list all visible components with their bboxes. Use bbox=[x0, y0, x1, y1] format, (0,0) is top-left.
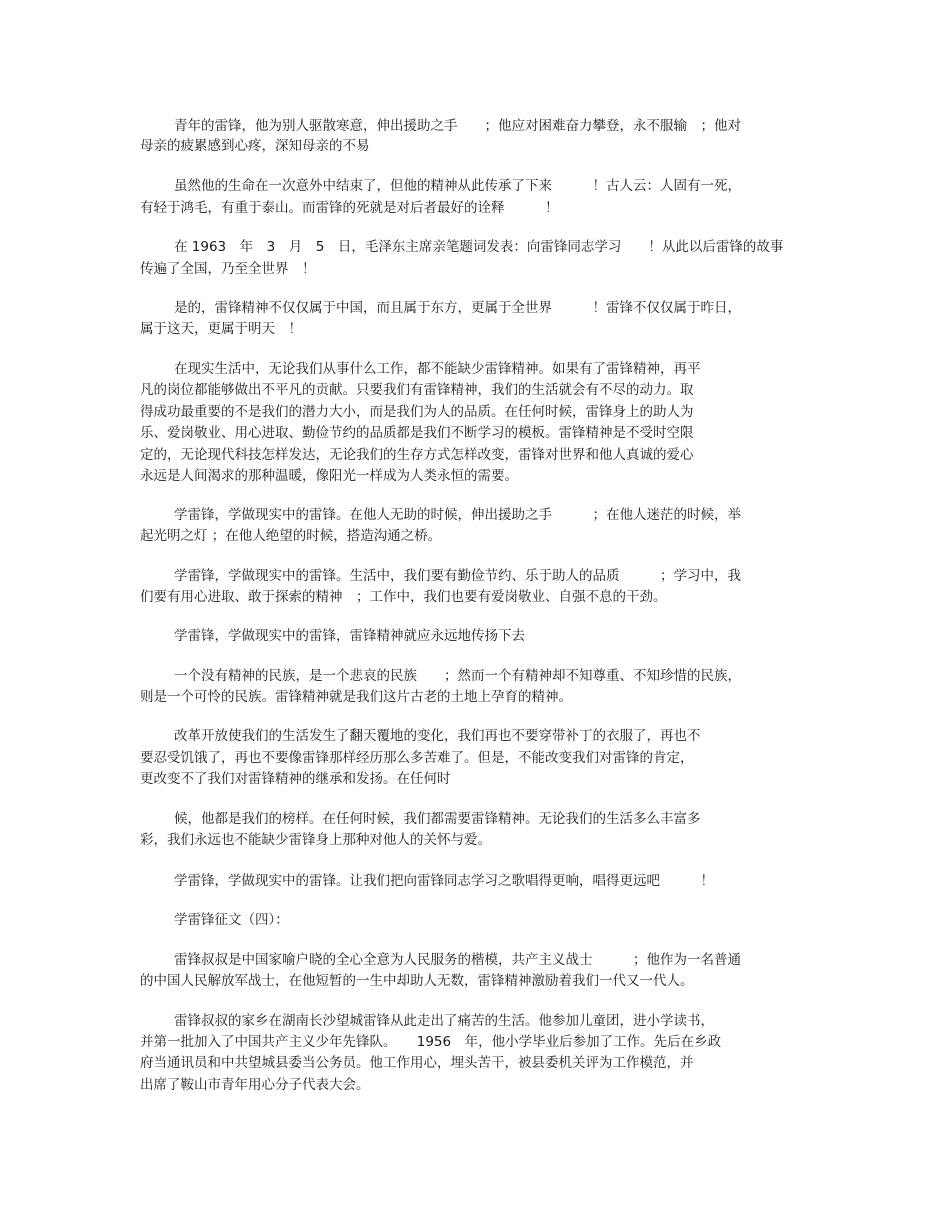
text-line: 青年的雷锋，他为别人驱散寒意，伸出援助之手 ；他应对困难奋力攀登，永不服输 ；他对 bbox=[174, 118, 741, 134]
text-line: 乐、爱岗敬业、用心进取、勤俭节约的品质都是我们不断学习的模板。雷锋精神是不受时空限 bbox=[140, 425, 694, 441]
text-line: 候，他都是我们的榜样。在任何时候，我们都需要雷锋精神。无论我们的生活多么丰富多 bbox=[174, 811, 701, 827]
text-line: 传遍了全国，乃至全世界 ！ bbox=[140, 261, 316, 277]
text-line: 在 1963 年 3 月 5 日，毛泽东主席亲笔题词发表：向雷锋同志学习 ！从此以后雷锋的故事 bbox=[174, 239, 784, 255]
text-line: 一个没有精神的民族，是一个悲哀的民族 ；然而一个有精神却不知尊重、不知珍惜的民族， bbox=[174, 668, 741, 684]
text-line: 属于这天，更属于明天 ！ bbox=[140, 321, 302, 337]
text-line: 改革开放使我们的生活发生了翻天覆地的变化，我们再也不要穿带补丁的衣服了，再也不 bbox=[174, 728, 701, 744]
text-line: 更改变不了我们对雷锋精神的继承和发扬。在任何时 bbox=[140, 771, 451, 787]
text-line: 则是一个可怜的民族。雷锋精神就是我们这片古老的土地上孕育的精神。 bbox=[140, 689, 572, 705]
text-line: 雷锋叔叔的家乡在湖南长沙望城雷锋从此走出了痛苦的生活。他参加儿童团，进小学读书， bbox=[174, 1013, 714, 1029]
text-line: 虽然他的生命在一次意外中结束了，但他的精神从此传承了下来 ！古人云：人固有一死， bbox=[174, 178, 741, 194]
text-line: 彩，我们永远也不能缺少雷锋身上那种对他人的关怀与爱。 bbox=[140, 832, 491, 848]
text-line: 学雷锋，学做现实中的雷锋，雷锋精神就应永远地传扬下去 bbox=[174, 628, 525, 644]
text-line: 永远是人间渴求的那种温暖，像阳光一样成为人类永恒的需要。 bbox=[140, 468, 518, 484]
text-line: 母亲的疲累感到心疼，深知母亲的不易 bbox=[140, 138, 370, 154]
text-line: 学雷锋，学做现实中的雷锋。在他人无助的时候，伸出援助之手 ；在他人迷茫的时候，举 bbox=[174, 507, 741, 523]
text-line: 有轻于鸿毛，有重于泰山。而雷锋的死就是对后者最好的诠释 ！ bbox=[140, 200, 559, 216]
text-line: 的中国人民解放军战士，在他短暂的一生中却助人无数，雷锋精神激励着我们一代又一代人。 bbox=[140, 973, 694, 989]
text-line: 学雷锋，学做现实中的雷锋。让我们把向雷锋同志学习之歌唱得更响，唱得更远吧 ！ bbox=[174, 873, 714, 889]
text-line: 府当通讯员和中共望城县委当公务员。他工作用心，埋头苦干，被县委机关评为工作模范，并 bbox=[140, 1055, 694, 1071]
text-line: 在现实生活中，无论我们从事什么工作，都不能缺少雷锋精神。如果有了雷锋精神，再平 bbox=[174, 361, 701, 377]
text-line: 凡的岗位都能够做出不平凡的贡献。只要我们有雷锋精神，我们的生活就会有不尽的动力。取 bbox=[140, 382, 694, 398]
text-line: 得成功最重要的不是我们的潜力大小，而是我们为人的品质。在任何时候，雷锋身上的助人为 bbox=[140, 404, 694, 420]
section-heading: 学雷锋征文（四）： bbox=[174, 912, 289, 928]
text-line: 学雷锋，学做现实中的雷锋。生活中，我们要有勤俭节约、乐于助人的品质 ；学习中，我 bbox=[174, 568, 741, 584]
text-line: 出席了鞍山市青年用心分子代表大会。 bbox=[140, 1077, 370, 1093]
text-line: 是的，雷锋精神不仅仅属于中国，而且属于东方，更属于全世界 ！雷锋不仅仅属于昨日， bbox=[174, 300, 741, 316]
text-line: 起光明之灯 ；在他人绝望的时候，搭造沟通之桥。 bbox=[140, 528, 442, 544]
text-line: 们要有用心进取、敢于探索的精神 ；工作中，我们也要有爱岗敬业、自强不息的干劲。 bbox=[140, 589, 667, 605]
text-line: 并第一批加入了中国共产主义少年先锋队。 1956 年，他小学毕业后参加了工作。先后在乡政 bbox=[140, 1034, 722, 1050]
text-line: 雷锋叔叔是中国家喻户晓的全心全意为人民服务的楷模，共产主义战士 ；他作为一名普通 bbox=[174, 952, 741, 968]
text-line: 要忍受饥饿了，再也不要像雷锋那样经历那么多苦难了。但是，不能改变我们对雷锋的肯定， bbox=[140, 750, 694, 766]
text-line: 定的，无论现代科技怎样发达，无论我们的生存方式怎样改变，雷锋对世界和他人真诚的爱心 bbox=[140, 447, 694, 463]
